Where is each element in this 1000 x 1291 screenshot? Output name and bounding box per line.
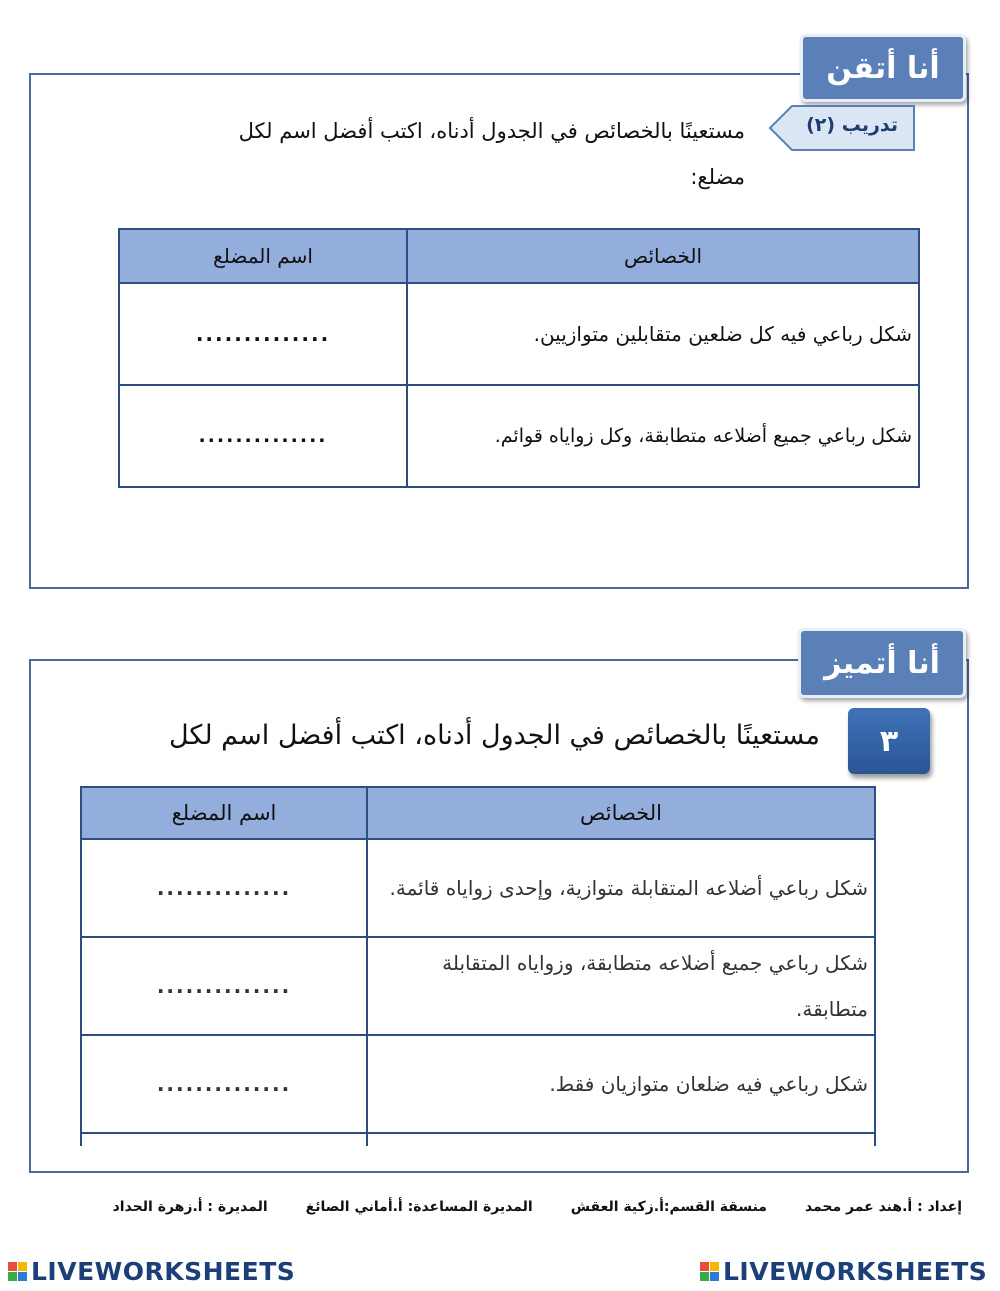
answer-blank[interactable]: .............. [119,283,407,385]
header-polygon-name: اسم المضلع [81,787,367,839]
training-badge [768,104,916,152]
header-polygon-name: اسم المضلع [119,229,407,283]
answer-blank[interactable]: .............. [81,937,367,1035]
properties-table-excellence [80,786,876,1146]
liveworksheets-logo[interactable] [8,1257,295,1286]
property-text: شكل رباعي جميع أضلاعه متطابقة، وزواياه المتقابلة متطابقة. [367,937,875,1035]
logo-text: LIVEWORKSHEETS [31,1257,296,1286]
table-row-cutoff [81,1133,875,1146]
section-mastery-instruction: مستعينًا بالخصائص في الجدول أدناه، اكتب أفضل اسم لكل مضلع: [238,119,745,189]
section-mastery-heading: أنا أتقن [800,34,966,102]
table-row [119,283,919,385]
answer-blank[interactable]: .............. [81,839,367,937]
table-header-row [81,787,875,839]
section-excellence-heading: أنا أتميز [798,628,966,698]
logo-text: LIVEWORKSHEETS [723,1257,988,1286]
training-badge-label: تدريب (٢) [806,114,898,136]
property-text: شكل رباعي أضلاعه المتقابلة متوازية، وإحدى زواياه قائمة. [367,839,875,937]
liveworksheets-grid-icon [8,1262,27,1281]
credit-principal: المديرة : أ.زهرة الحداد [112,1199,268,1215]
answer-blank[interactable]: .............. [119,385,407,487]
answer-blank[interactable]: .............. [81,1035,367,1133]
properties-table-mastery [118,228,920,488]
property-text: شكل رباعي فيه ضلعان متوازيان فقط. [367,1035,875,1133]
property-text: شكل رباعي فيه كل ضلعين متقابلين متوازيين. [407,283,919,385]
section-excellence-instruction: مستعينًا بالخصائص في الجدول أدناه، اكتب أفضل اسم لكل [168,720,820,751]
table-row [81,937,875,1035]
question-number-badge: ٣ [848,708,930,774]
liveworksheets-logo[interactable] [700,1257,987,1286]
cutoff-cell [81,1133,367,1146]
credit-coordinator: منسقة القسم:أ.زكية العقش [570,1199,767,1215]
cutoff-cell [367,1133,875,1146]
table-row [81,839,875,937]
table-header-row [119,229,919,283]
table-row [119,385,919,487]
header-properties: الخصائص [407,229,919,283]
credit-assistant: المديرة المساعدة: أ.أماني الصائغ [305,1199,533,1215]
credit-prepared: إعداد : أ.هند عمر محمد [804,1199,962,1215]
liveworksheets-grid-icon [700,1262,719,1281]
header-properties: الخصائص [367,787,875,839]
credits-footer [40,1199,962,1215]
property-text: شكل رباعي جميع أضلاعه متطابقة، وكل زواياه قوائم. [407,385,919,487]
table-row [81,1035,875,1133]
